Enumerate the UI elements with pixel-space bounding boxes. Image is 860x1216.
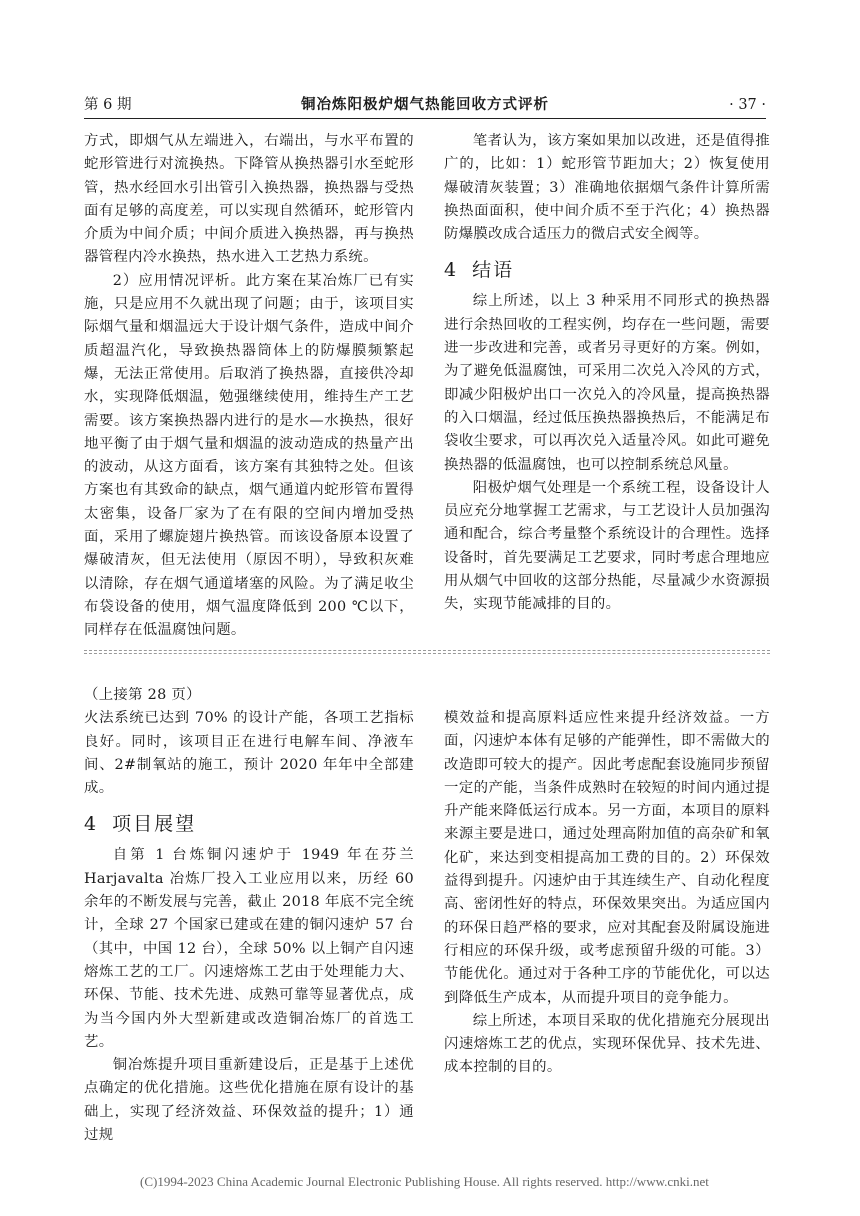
paragraph: 铜冶炼提升项目重新建设后，正是基于上述优点确定的优化措施。这些优化措施在原有设计的基础上，实现了经济效益、环保效益的提升；1）通过规 xyxy=(84,1057,414,1144)
section-heading xyxy=(84,804,414,844)
top-left-column xyxy=(84,130,414,643)
paragraph: 笔者认为，该方案如果加以改进，还是值得推广的，比如：1）蛇形管节距加大；2）恢复使用爆破清灰装置；3）准确地依据烟气条件计算所需换热面面积，使中间介质不至于汽化；4）换热器防爆膜改成合适压力的微启式安全阀等。 xyxy=(444,133,770,243)
paragraph: 自第 1 台炼铜闪速炉于 1949 年在芬兰 Harjavalta 冶炼厂投入工业应用以来，历经 60 余年的不断发展与完善，截止 2018 年底不完全统计，全球 27 个国家已建或在建的铜闪速炉 57 台（其中，中国 12 台），全球 50% 以上铜产自闪速熔炼工艺的工厂。闪速熔炼工艺由于处理能力大、环保、节能、技术先进、成熟可靠等显著优点，成为当今国内外大型新建或改造铜冶炼厂的首选工艺。 xyxy=(84,847,414,1050)
section-title: 结语 xyxy=(472,259,515,282)
top-right-column xyxy=(444,130,770,617)
paragraph: 2）应用情况评析。此方案在某冶炼厂已有实施，只是应用不久就出现了问题；由于，该项目实际烟气量和烟温远大于设计烟气条件，造成中间介质超温汽化，导致换热器筒体上的防爆膜频繁起爆，无法正常使用。后取消了换热器，直接供冷却水，实现降低烟温，勉强继续使用，维持生产工艺需要。该方案换热器内进行的是水—水换热，很好地平衡了由于烟气量和烟温的波动造成的热量产出的波动，从这方面看，该方案有其独特之处。但该方案也有其致命的缺点，烟气通道内蛇形管布置得太密集，设备厂家为了在有限的空间内增加受热面，采用了螺旋翅片换热管。而该设备原本设置了爆破清灰，但无法使用（原因不明），导致积灰难以清除，存在烟气通道堵塞的风险。为了满足收尘布袋设备的使用，烟气温度降低到 200 ℃以下，同样存在低温腐蚀问题。 xyxy=(84,272,414,639)
bottom-left-column xyxy=(84,684,414,1147)
section-number: 4 xyxy=(444,259,459,282)
paragraph: 阳极炉烟气处理是一个系统工程，设备设计人员应充分地掌握工艺需求，与工艺设计人员加强沟通和配合，综合考量整个系统设计的合理性。选择设备时，首先要满足工艺要求，同时考虑合理地应用从烟气中回收的这部分热能，尽量减少水资源损失，实现节能减排的目的。 xyxy=(444,479,770,613)
paragraph: 方式，即烟气从左端进入，右端出，与水平布置的蛇形管进行对流换热。下降管从换热器引水至蛇形管，热水经回水引出管引入换热器，换热器与受热面有足够的高度差，可以实现自然循环，蛇形管内介质为中间介质；中间介质进入换热器，再与换热器管程内冷水换热，热水进入工艺热力系统。 xyxy=(84,133,414,266)
issue-number: 第 6 期 xyxy=(84,97,132,113)
section-heading xyxy=(444,250,770,290)
running-title: 铜冶炼阳极炉烟气热能回收方式评析 xyxy=(301,96,549,113)
paragraph: 模效益和提高原料适应性来提升经济效益。一方面，闪速炉本体有足够的产能弹性，即不需做大的改造即可较大的提产。因此考虑配套设施同步预留一定的产能，当条件成熟时在较短的时间内通过提升产能来降低运行成本。另一方面，本项目的原料来源主要是进口，通过处理高附加值的高杂矿和氧化矿，来达到变相提高加工费的目的。2）环保效益得到提升。闪速炉由于其连续生产、自动化程度高、密闭性好的特点，环保效果突出。为适应国内的环保日趋严格的要求，应对其配套及附属设施进行相应的环保升级，或考虑预留升级的可能。3）节能优化。通过对于各种工序的节能优化，可以达到降低生产成本，从而提升项目的竞争能力。 xyxy=(444,710,770,1006)
paragraph: 综上所述，本项目采取的优化措施充分展现出闪速熔炼工艺的优点，实现环保优异、技术先进、成本控制的目的。 xyxy=(444,1012,770,1076)
article-separator xyxy=(84,650,770,654)
paragraph: 综上所述，以上 3 种采用不同形式的换热器进行余热回收的工程实例，均存在一些问题，需要进一步改进和完善，或者另寻更好的方案。例如，为了避免低温腐蚀，可采用二次兑入冷风的方式，即减少阳极炉出口一次兑入的冷风量，提高换热器的入口烟温，经过低压换热器换热后，不能满足布袋收尘要求，可以再次兑入适量冷风。如此可避免换热器的低温腐蚀，也可以控制系统总风量。 xyxy=(444,293,770,473)
continuation-note: （上接第 28 页） xyxy=(84,687,201,703)
copyright-footer: (C)1994-2023 China Academic Journal Electronic Publishing House. All rights reserved. http://www.cnki.net xyxy=(140,1174,709,1189)
section-title: 项目展望 xyxy=(112,813,197,836)
running-header xyxy=(84,92,766,119)
section-number: 4 xyxy=(84,813,99,836)
page-number: · 37 · xyxy=(729,97,766,113)
paragraph: 火法系统已达到 70% 的设计产能，各项工艺指标良好。同时，该项目正在进行电解车间、净液车间、2#制氧站的施工，预计 2020 年年中全部建成。 xyxy=(84,710,414,797)
bottom-right-column xyxy=(444,707,770,1080)
